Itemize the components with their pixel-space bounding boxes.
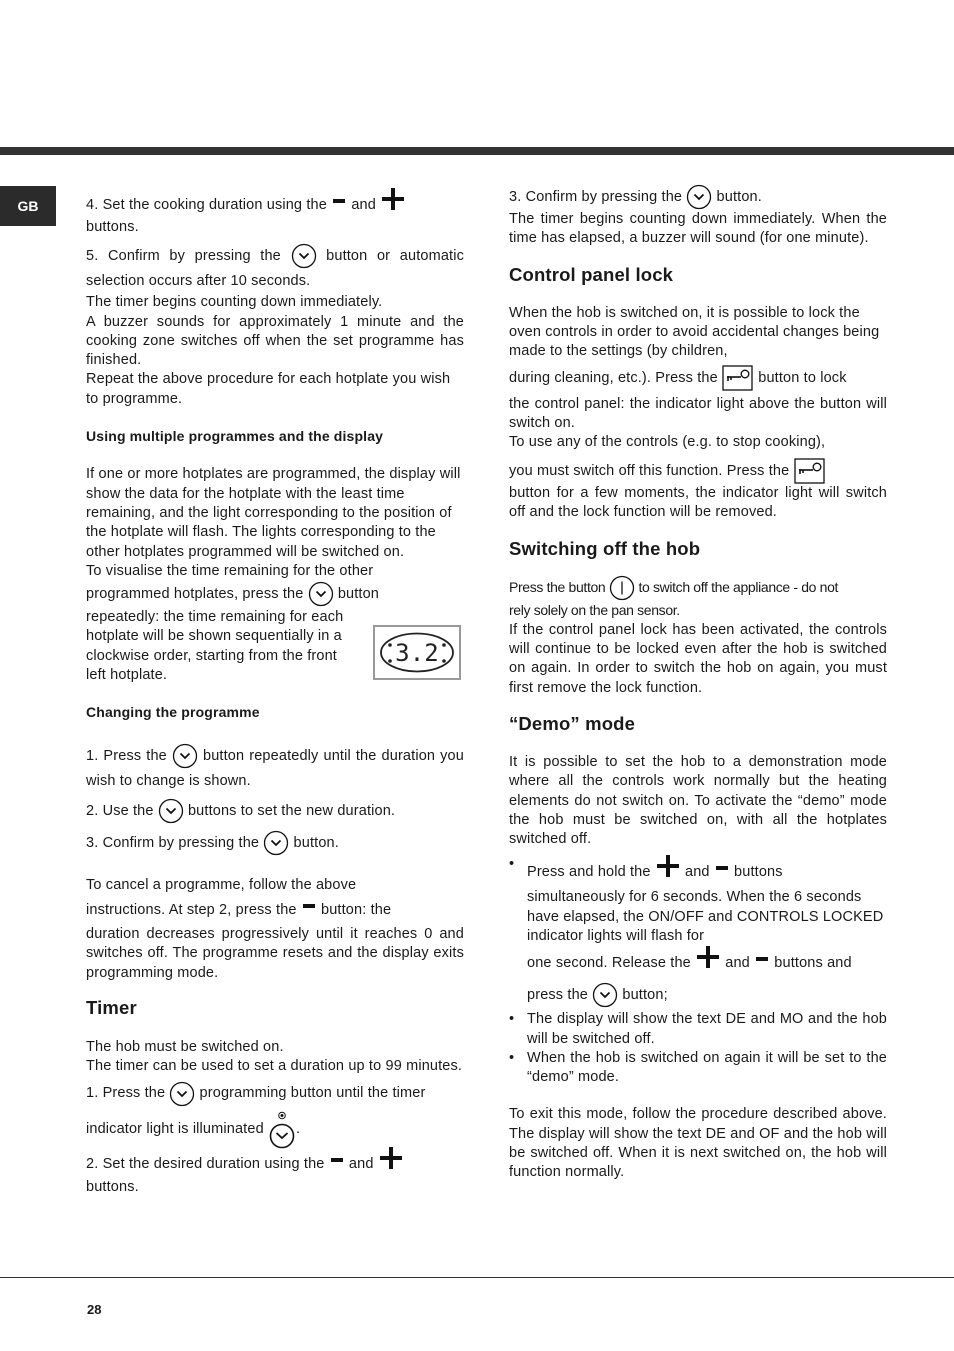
- exit-demo-text: To exit this mode, follow the procedure described above. The display will show the text DE and OF and the hob will be switched off. When it is next switched on, the hob will function normally.: [509, 1106, 887, 1181]
- lock-p1: When the hob is switched on, it is possible to lock the oven controls in order to avoid accidental changes being made to the settings (by children,: [509, 304, 880, 360]
- hob-display-illustration: [373, 625, 461, 680]
- key-lock-icon: [722, 365, 754, 391]
- list-item: • The display will show the text DE and MO and the hob will be switched off.: [509, 1010, 887, 1049]
- switch-off-p1: Press the button to switch off the appliance - do not: [509, 575, 887, 601]
- minus-button-icon: [303, 904, 315, 908]
- demo-steps-list: [509, 855, 887, 1087]
- timer-info-3: Repeat the above procedure for each hotplate you wish to programme.: [86, 371, 451, 407]
- demo-mode-heading: “Demo” mode: [509, 712, 636, 734]
- timer-step-1: 1. Press the programming button until the timer: [86, 1080, 464, 1107]
- footer-rule: [0, 1277, 954, 1278]
- timer-countdown-text: The timer begins counting down immediately. When the time has elapsed, a buzzer will sound (for one minute).: [509, 211, 887, 247]
- lock-p3: the control panel: the indicator light above the button will switch on.: [509, 395, 887, 431]
- top-header-bar: [0, 147, 954, 155]
- timer-step-2: 2. Set the desired duration using the and: [86, 1147, 464, 1178]
- minus-button-icon: [331, 1158, 343, 1162]
- timer-step-1-cont: indicator light is illuminated .: [86, 1109, 464, 1149]
- lock-p2: during cleaning, etc.). Press the button to lock: [509, 362, 887, 395]
- timer-p1: The hob must be switched on.: [86, 1038, 284, 1055]
- timer-info-2: A buzzer sounds for approximately 1 minute and the cooking zone switches off when the set programme has finished.: [86, 313, 464, 369]
- select-button-icon: [172, 743, 198, 769]
- changing-programme-heading: Changing the programme: [86, 704, 260, 721]
- timer-step-2-buttons: buttons.: [86, 1179, 139, 1196]
- left-column: [86, 188, 464, 1198]
- change-step-1: 1. Press the button repeatedly until the duration you wish to change is shown.: [86, 743, 464, 794]
- multi-programmes-p1: If one or more hotplates are programmed, the display will show the data for the hotplate with the least time remaining, and the light corresponding to the position of the hotplate will flash. The lights corresponding to the other hotplates programmed will be switched on.: [86, 466, 461, 560]
- select-button-icon: [291, 243, 317, 269]
- select-button-icon: [308, 581, 334, 607]
- power-button-icon: [609, 575, 635, 601]
- plus-button-icon: [657, 855, 679, 877]
- multi-programmes-p2: To visualise the time remaining for the other: [86, 562, 374, 579]
- right-column: [509, 184, 887, 1183]
- cancel-text-3: duration decreases progressively until it reaches 0 and switches off. The programme resets and the display exits programming mode.: [86, 925, 464, 981]
- lock-p6: button for a few moments, the indicator light will switch off and the lock function will be removed.: [509, 484, 887, 520]
- select-button-icon: [263, 830, 289, 856]
- key-lock-icon: [794, 458, 826, 484]
- lock-p4: To use any of the controls (e.g. to stop cooking),: [509, 434, 826, 451]
- multi-programmes-p4: repeatedly: the time remaining for each hotplate will be shown sequentially in a clockwise order, starting from the front left hotplate.: [86, 609, 344, 684]
- change-step-3: 3. Confirm by pressing the button.: [86, 828, 464, 858]
- timer-info-1: The timer begins counting down immediately.: [86, 294, 383, 311]
- multi-programmes-p3: programmed hotplates, press the button: [86, 581, 464, 608]
- change-step-2: 2. Use the buttons to set the new duration.: [86, 796, 464, 826]
- lock-p5: you must switch off this function. Press the: [509, 453, 887, 489]
- multi-programmes-heading: Using multiple programmes and the display: [86, 428, 384, 445]
- plus-button-icon: [382, 188, 404, 210]
- plus-button-icon: [697, 946, 719, 968]
- cancel-text-1: To cancel a programme, follow the above: [86, 876, 357, 893]
- cancel-text-2: instructions. At step 2, press the button: the: [86, 901, 392, 918]
- plus-button-icon: [380, 1147, 402, 1169]
- minus-button-icon: [716, 866, 728, 870]
- list-item: • Press and hold the and buttons simultaneously for 6 seconds. When the 6 seconds have elapsed, the ON/OFF and CONTROLS LOCKED indicator lights will flash for one second. Release the and buttons and press the button;: [509, 855, 887, 1010]
- timer-p2: The timer can be used to set a duration up to 99 minutes.: [86, 1058, 463, 1075]
- step-4: 4. Set the cooking duration using the and: [86, 188, 464, 218]
- timer-heading: Timer: [86, 996, 137, 1018]
- step-4-buttons: buttons.: [86, 219, 139, 235]
- switching-off-heading: Switching off the hob: [509, 538, 701, 560]
- select-button-icon: [158, 798, 184, 824]
- timer-indicator-icon: [268, 1111, 296, 1149]
- select-button-icon: [169, 1081, 195, 1107]
- minus-button-icon: [333, 199, 345, 203]
- switch-off-p2: If the control panel lock has been activated, the controls will continue to be locked even after the hob is switched on again. In order to switch the hob on again, you must first remove the lock function.: [509, 621, 887, 696]
- select-button-icon: [686, 184, 712, 210]
- demo-p1: It is possible to set the hob to a demonstration mode where all the controls work normally but the heating elements do not switch on. To activate the “demo” mode the hob must be switched on, with all the hotplates switched off.: [509, 753, 887, 848]
- select-button-icon: [592, 982, 618, 1008]
- language-tab-label: GB: [17, 198, 39, 214]
- display-digits: 3.2: [395, 639, 439, 667]
- minus-button-icon: [756, 957, 768, 961]
- page-number: 28: [87, 1302, 102, 1317]
- confirm-step: 3. Confirm by pressing the button.: [509, 184, 887, 210]
- step-5: 5. Confirm by pressing the button or automatic selection occurs after 10 seconds.: [86, 243, 464, 293]
- language-tab: [0, 186, 56, 226]
- control-panel-lock-heading: Control panel lock: [509, 263, 674, 285]
- switch-off-p1-cont: rely solely on the pan sensor.: [509, 602, 680, 619]
- list-item: • When the hob is switched on again it will be set to the “demo” mode.: [509, 1049, 887, 1088]
